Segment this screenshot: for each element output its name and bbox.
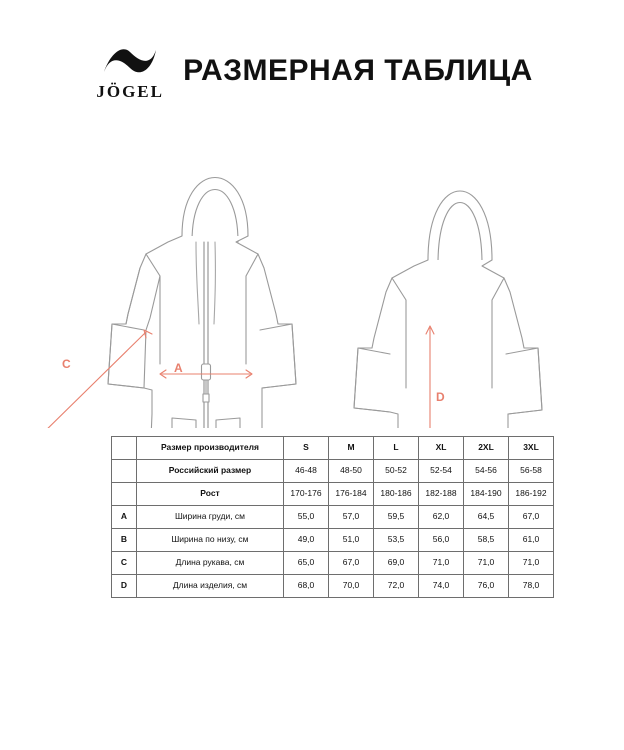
- cell-value: 69,0: [374, 552, 419, 575]
- cell-value: 67,0: [329, 552, 374, 575]
- brand-wordmark: JÖGEL: [96, 82, 164, 101]
- cell-value: 76,0: [464, 575, 509, 598]
- cell-value: 3XL: [509, 437, 554, 460]
- cell-value: 64,5: [464, 506, 509, 529]
- row-letter: [112, 460, 137, 483]
- hoodie-front-view: [108, 178, 296, 429]
- label-a: A: [174, 361, 183, 375]
- row-label: Ширина по низу, см: [137, 529, 284, 552]
- table-row: [112, 529, 554, 552]
- hoodie-back-view: [354, 191, 542, 428]
- cell-value: 53,5: [374, 529, 419, 552]
- row-label: Ширина груди, см: [137, 506, 284, 529]
- label-c: C: [62, 357, 71, 371]
- cell-value: 48-50: [329, 460, 374, 483]
- cell-value: 58,5: [464, 529, 509, 552]
- row-label: Российский размер: [137, 460, 284, 483]
- row-letter: D: [112, 575, 137, 598]
- cell-value: 170-176: [284, 483, 329, 506]
- label-d: D: [436, 390, 445, 404]
- size-table-container: [111, 436, 547, 598]
- row-label: Рост: [137, 483, 284, 506]
- cell-value: 71,0: [419, 552, 464, 575]
- cell-value: 78,0: [509, 575, 554, 598]
- cell-value: 182-188: [419, 483, 464, 506]
- row-letter: [112, 437, 137, 460]
- cell-value: XL: [419, 437, 464, 460]
- table-row: [112, 437, 554, 460]
- table-row: [112, 552, 554, 575]
- page-title: РАЗМЕРНАЯ ТАБЛИЦА: [183, 54, 533, 87]
- cell-value: S: [284, 437, 329, 460]
- cell-value: 56-58: [509, 460, 554, 483]
- cell-value: 49,0: [284, 529, 329, 552]
- row-label: Длина рукава, см: [137, 552, 284, 575]
- document-header: [0, 36, 624, 106]
- cell-value: 68,0: [284, 575, 329, 598]
- row-letter: A: [112, 506, 137, 529]
- cell-value: M: [329, 437, 374, 460]
- cell-value: 72,0: [374, 575, 419, 598]
- cell-value: 54-56: [464, 460, 509, 483]
- cell-value: 180-186: [374, 483, 419, 506]
- cell-value: 184-190: [464, 483, 509, 506]
- jogel-logo-icon: [100, 42, 160, 80]
- cell-value: 57,0: [329, 506, 374, 529]
- garment-illustration: [0, 118, 624, 428]
- table-row: [112, 460, 554, 483]
- cell-value: 59,5: [374, 506, 419, 529]
- row-label: Размер производителя: [137, 437, 284, 460]
- cell-value: 61,0: [509, 529, 554, 552]
- cell-value: 52-54: [419, 460, 464, 483]
- table-row: [112, 575, 554, 598]
- cell-value: 186-192: [509, 483, 554, 506]
- cell-value: 62,0: [419, 506, 464, 529]
- cell-value: 176-184: [329, 483, 374, 506]
- hoodie-diagram-svg: [0, 118, 624, 428]
- cell-value: 71,0: [464, 552, 509, 575]
- size-table: [111, 436, 554, 598]
- cell-value: L: [374, 437, 419, 460]
- brand-logo: [91, 39, 169, 103]
- row-letter: C: [112, 552, 137, 575]
- row-letter: [112, 483, 137, 506]
- table-row: [112, 483, 554, 506]
- cell-value: 67,0: [509, 506, 554, 529]
- cell-value: 50-52: [374, 460, 419, 483]
- cell-value: 55,0: [284, 506, 329, 529]
- cell-value: 51,0: [329, 529, 374, 552]
- cell-value: 74,0: [419, 575, 464, 598]
- cell-value: 71,0: [509, 552, 554, 575]
- table-row: [112, 506, 554, 529]
- cell-value: 2XL: [464, 437, 509, 460]
- row-label: Длина изделия, см: [137, 575, 284, 598]
- cell-value: 65,0: [284, 552, 329, 575]
- row-letter: B: [112, 529, 137, 552]
- cell-value: 56,0: [419, 529, 464, 552]
- cell-value: 70,0: [329, 575, 374, 598]
- cell-value: 46-48: [284, 460, 329, 483]
